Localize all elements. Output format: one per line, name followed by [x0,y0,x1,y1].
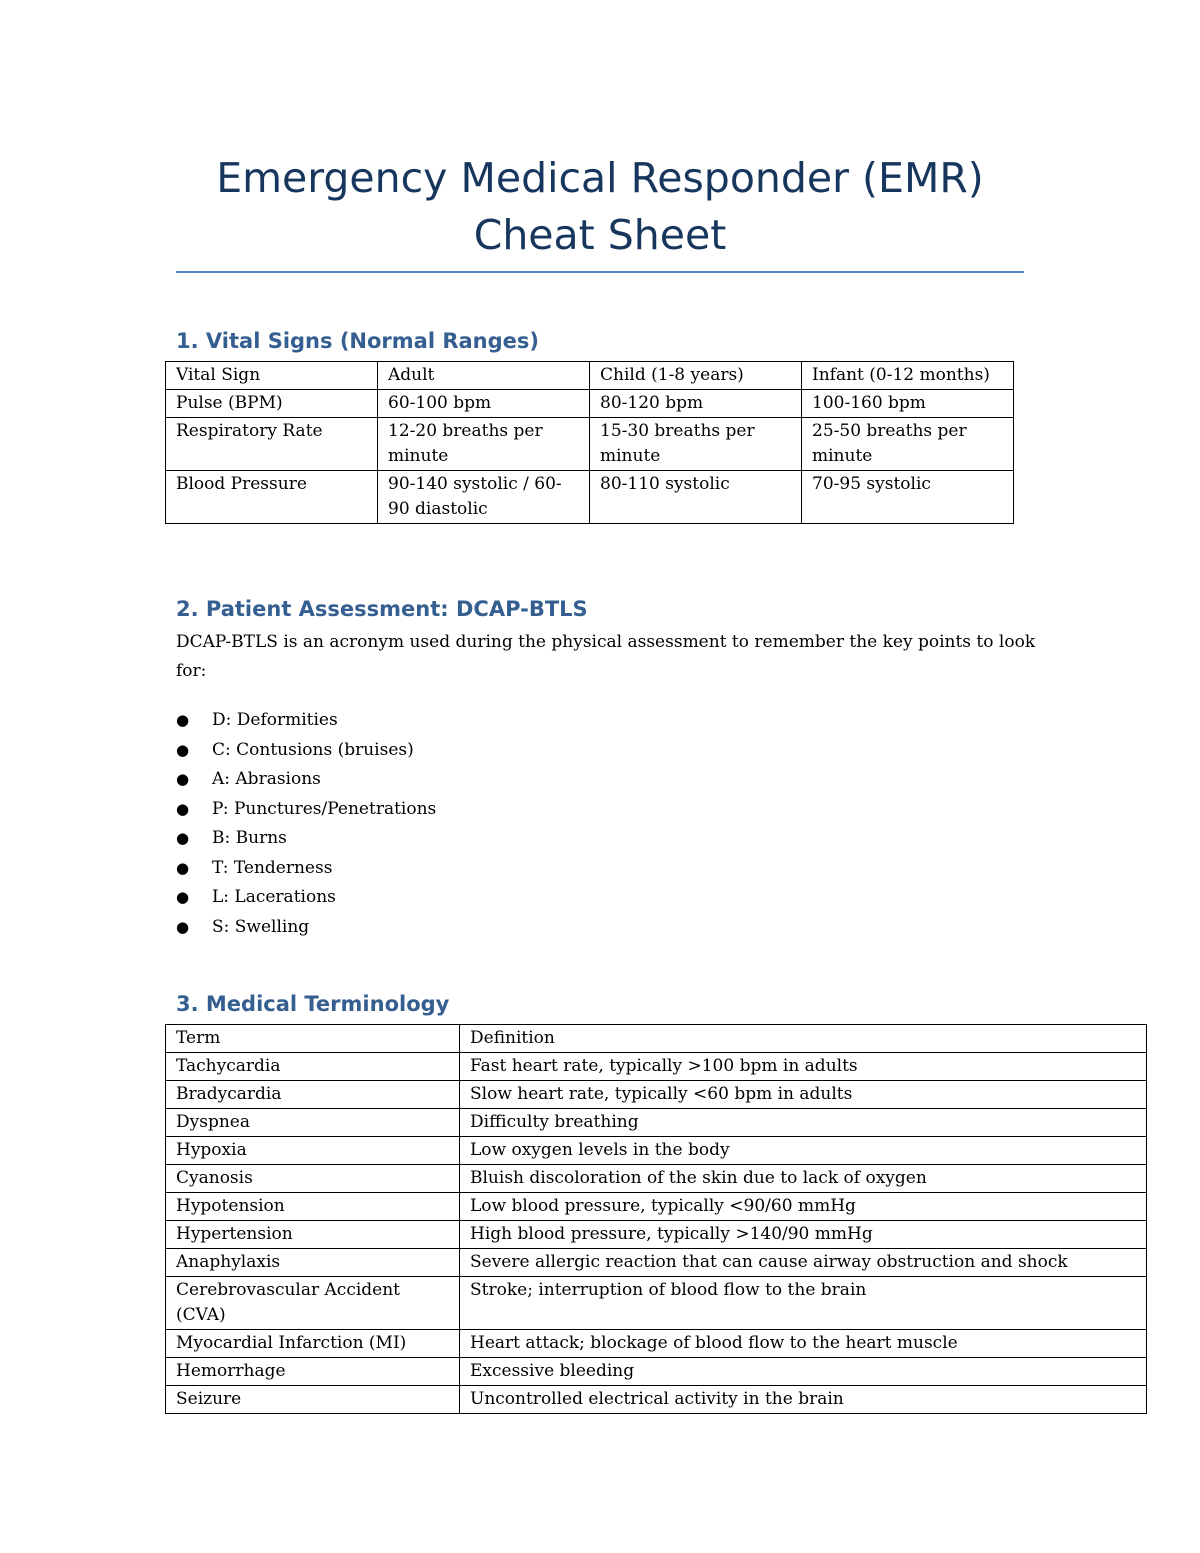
dcap-btls-list [176,706,436,942]
list-item [176,706,436,736]
table-row [166,1277,1147,1330]
table-row [166,1330,1147,1358]
table-row [166,390,1014,418]
table-cell: Child (1-8 years) [590,362,802,390]
table-cell: 80-120 bpm [590,390,802,418]
table-cell: Hemorrhage [166,1358,460,1386]
table-row [166,1109,1147,1137]
bullet-icon: ● [176,858,190,877]
table-cell: Myocardial Infarction (MI) [166,1330,460,1358]
bullet-icon: ● [176,711,190,729]
table-cell: Heart attack; blockage of blood flow to the heart muscle [460,1330,1147,1358]
table-cell: Seizure [166,1386,460,1414]
table-cell: 60-100 bpm [378,390,590,418]
table-cell: Infant (0-12 months) [802,362,1014,390]
table-cell: Tachycardia [166,1053,460,1081]
table-cell: High blood pressure, typically >140/90 mmHg [460,1221,1147,1249]
table-cell: Hypertension [166,1221,460,1249]
table-cell: 80-110 systolic [590,471,802,524]
list-item [176,883,436,913]
page-title [175,150,1025,264]
list-item-text: S: Swelling [212,916,310,937]
bullet-icon: ● [176,829,190,847]
list-item [176,854,436,884]
table-cell: Severe allergic reaction that can cause airway obstruction and shock [460,1249,1147,1277]
table-cell: Respiratory Rate [166,418,378,471]
title-line-2: Cheat Sheet [473,211,727,259]
vital-signs-table [165,361,1014,524]
bullet-icon: ● [176,799,190,818]
assessment-intro: DCAP-BTLS is an acronym used during the physical assessment to remember the key points to look for: [176,632,1036,681]
table-row [166,1053,1147,1081]
table-row [166,418,1014,471]
title-line-1: Emergency Medical Responder (EMR) [216,154,984,202]
table-row [166,1193,1147,1221]
list-item [176,824,436,854]
table-cell: Excessive bleeding [460,1358,1147,1386]
table-cell: Low blood pressure, typically <90/60 mmHg [460,1193,1147,1221]
bullet-icon: ● [176,917,190,936]
table-cell: Hypoxia [166,1137,460,1165]
table-cell: Pulse (BPM) [166,390,378,418]
table-cell: 15-30 breaths per minute [590,418,802,471]
list-item-text: A: Abrasions [212,769,321,789]
table-cell: Blood Pressure [166,471,378,524]
table-row [166,1081,1147,1109]
assessment-heading: 2. Patient Assessment: DCAP-BTLS [176,597,588,621]
list-item-text: L: Lacerations [212,887,336,907]
list-item-text: C: Contusions (bruises) [212,739,414,760]
table-cell: Low oxygen levels in the body [460,1137,1147,1165]
table-cell: Uncontrolled electrical activity in the brain [460,1386,1147,1414]
bullet-icon: ● [176,888,190,906]
table-row [166,471,1014,524]
table-row [166,1221,1147,1249]
list-item [176,765,436,795]
table-cell: Slow heart rate, typically <60 bpm in adults [460,1081,1147,1109]
table-header-row [166,362,1014,390]
table-cell: 90-140 systolic / 60-90 diastolic [378,471,590,524]
table-row [166,1165,1147,1193]
table-cell: Anaphylaxis [166,1249,460,1277]
table-cell: Dyspnea [166,1109,460,1137]
table-header-row [166,1025,1147,1053]
list-item-text: P: Punctures/Penetrations [212,798,437,819]
table-cell: Hypotension [166,1193,460,1221]
vitals-heading: 1. Vital Signs (Normal Ranges) [176,329,539,353]
bullet-icon: ● [176,740,190,759]
list-item-text: B: Burns [212,828,287,848]
table-cell: Difficulty breathing [460,1109,1147,1137]
table-cell: Cyanosis [166,1165,460,1193]
table-cell: Term [166,1025,460,1053]
table-cell: 100-160 bpm [802,390,1014,418]
title-divider [176,271,1024,273]
list-item-text: T: Tenderness [212,857,333,878]
table-row [166,1358,1147,1386]
table-row [166,1249,1147,1277]
table-cell: Stroke; interruption of blood flow to the brain [460,1277,1147,1330]
list-item [176,736,436,766]
table-row [166,1386,1147,1414]
table-row [166,1137,1147,1165]
table-cell: 25-50 breaths per minute [802,418,1014,471]
list-item [176,913,436,943]
terminology-heading: 3. Medical Terminology [176,992,450,1016]
list-item-text: D: Deformities [212,710,338,730]
table-cell: Bluish discoloration of the skin due to lack of oxygen [460,1165,1147,1193]
table-cell: Adult [378,362,590,390]
table-cell: Definition [460,1025,1147,1053]
table-cell: Vital Sign [166,362,378,390]
bullet-icon: ● [176,770,190,788]
table-cell: 70-95 systolic [802,471,1014,524]
medical-terminology-table [165,1024,1147,1414]
table-cell: Bradycardia [166,1081,460,1109]
table-cell: Cerebrovascular Accident (CVA) [166,1277,460,1330]
list-item [176,795,436,825]
table-cell: 12-20 breaths per minute [378,418,590,471]
table-cell: Fast heart rate, typically >100 bpm in adults [460,1053,1147,1081]
